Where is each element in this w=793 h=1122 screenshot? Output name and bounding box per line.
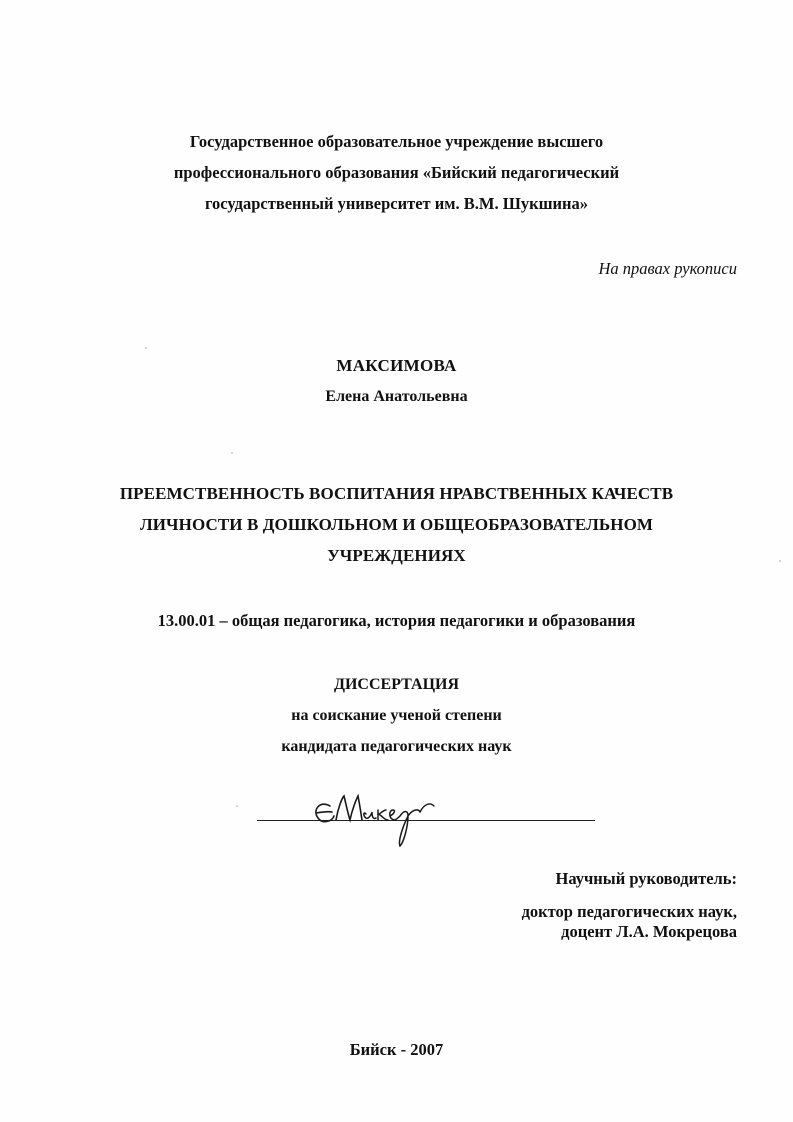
author-given-names: Елена Анатольевна xyxy=(325,388,468,405)
scan-speck xyxy=(236,805,238,807)
institution-line-1: Государственное образовательное учреждение высшего xyxy=(189,132,604,151)
supervisor-degree: доктор педагогических наук, xyxy=(521,902,737,921)
author-signature xyxy=(308,782,458,852)
dissertation-title-line-1: ПРЕЕМСТВЕННОСТЬ ВОСПИТАНИЯ НРАВСТВЕННЫХ КАЧЕСТВ xyxy=(119,484,674,503)
scan-speck xyxy=(145,347,147,349)
dissertation-title-line-2: ЛИЧНОСТИ В ДОШКОЛЬНОМ И ОБЩЕОБРАЗОВАТЕЛЬНОМ xyxy=(139,515,654,534)
supervisor-heading: Научный руководитель: xyxy=(555,869,737,888)
dissertation-title-line-3: УЧРЕЖДЕНИЯХ xyxy=(327,546,466,565)
institution-line-2: профессионального образования «Бийский педагогический xyxy=(173,163,620,182)
degree-purpose-line-2: кандидата педагогических наук xyxy=(281,738,512,755)
document-type: ДИССЕРТАЦИЯ xyxy=(333,676,460,693)
institution-line-3: государственный университет им. В.М. Шукшина» xyxy=(204,194,589,213)
scan-speck xyxy=(779,560,781,562)
supervisor-name: доцент Л.А. Мокрецова xyxy=(561,922,737,941)
scan-speck xyxy=(231,452,233,454)
author-surname: МАКСИМОВА xyxy=(336,356,457,375)
specialty-code: 13.00.01 – общая педагогика, история педагогики и образования xyxy=(157,611,636,630)
manuscript-note: На правах рукописи xyxy=(598,259,737,278)
place-and-year: Бийск - 2007 xyxy=(349,1040,444,1059)
degree-purpose-line-1: на соискание ученой степени xyxy=(291,707,502,724)
